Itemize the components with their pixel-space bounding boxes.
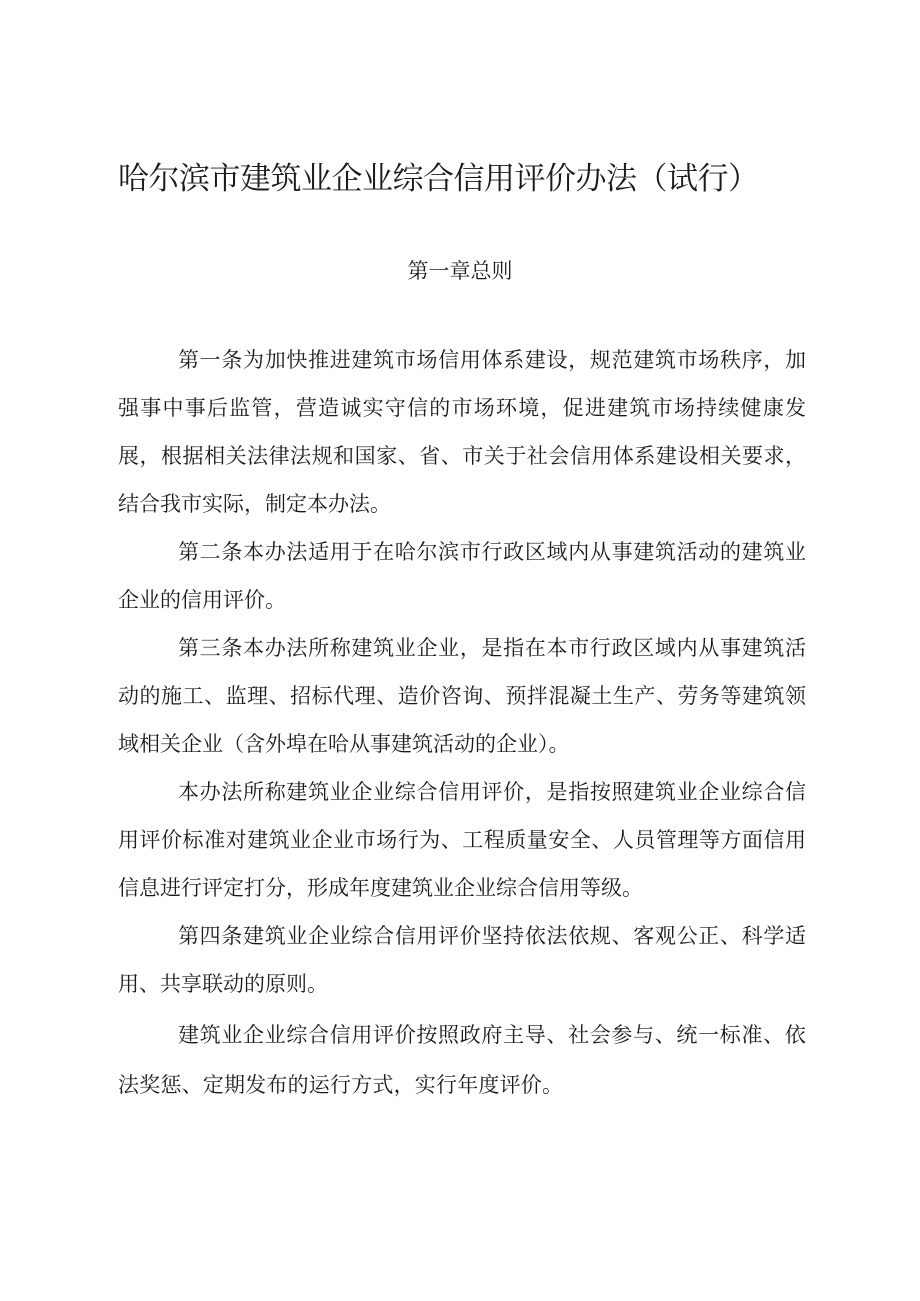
- article-4-operation-paragraph: 建筑业企业综合信用评价按照政府主导、社会参与、统一标准、依法奖惩、定期发布的运行方式，实行年度评价。: [118, 1023, 806, 1097]
- article-4-paragraph: 第四条建筑业企业综合信用评价坚持依法依规、客观公正、科学适用、共享联动的原则。: [118, 924, 806, 996]
- article-1-paragraph: 第一条为加快推进建筑市场信用体系建设，规范建筑市场秩序，加强事中事后监管，营造诚实守信的市场环境，促进建筑市场持续健康发展，根据相关法律法规和国家、省、市关于社会信用体系建设相关要求，结合我市实际，制定本办法。: [118, 348, 806, 516]
- article-3-definition-paragraph: 本办法所称建筑业企业综合信用评价，是指按照建筑业企业综合信用评价标准对建筑业企业市场行为、工程质量安全、人员管理等方面信用信息进行评定打分，形成年度建筑业企业综合信用等级。: [118, 780, 806, 900]
- document-title: 哈尔滨市建筑业企业综合信用评价办法（试行）: [118, 161, 759, 197]
- chapter-heading: 第一章总则: [407, 259, 513, 283]
- article-3-paragraph: 第三条本办法所称建筑业企业，是指在本市行政区域内从事建筑活动的施工、监理、招标代理、造价咨询、预拌混凝土生产、劳务等建筑领域相关企业（含外埠在哈从事建筑活动的企业）。: [118, 636, 806, 756]
- article-2-paragraph: 第二条本办法适用于在哈尔滨市行政区域内从事建筑活动的建筑业企业的信用评价。: [118, 540, 806, 612]
